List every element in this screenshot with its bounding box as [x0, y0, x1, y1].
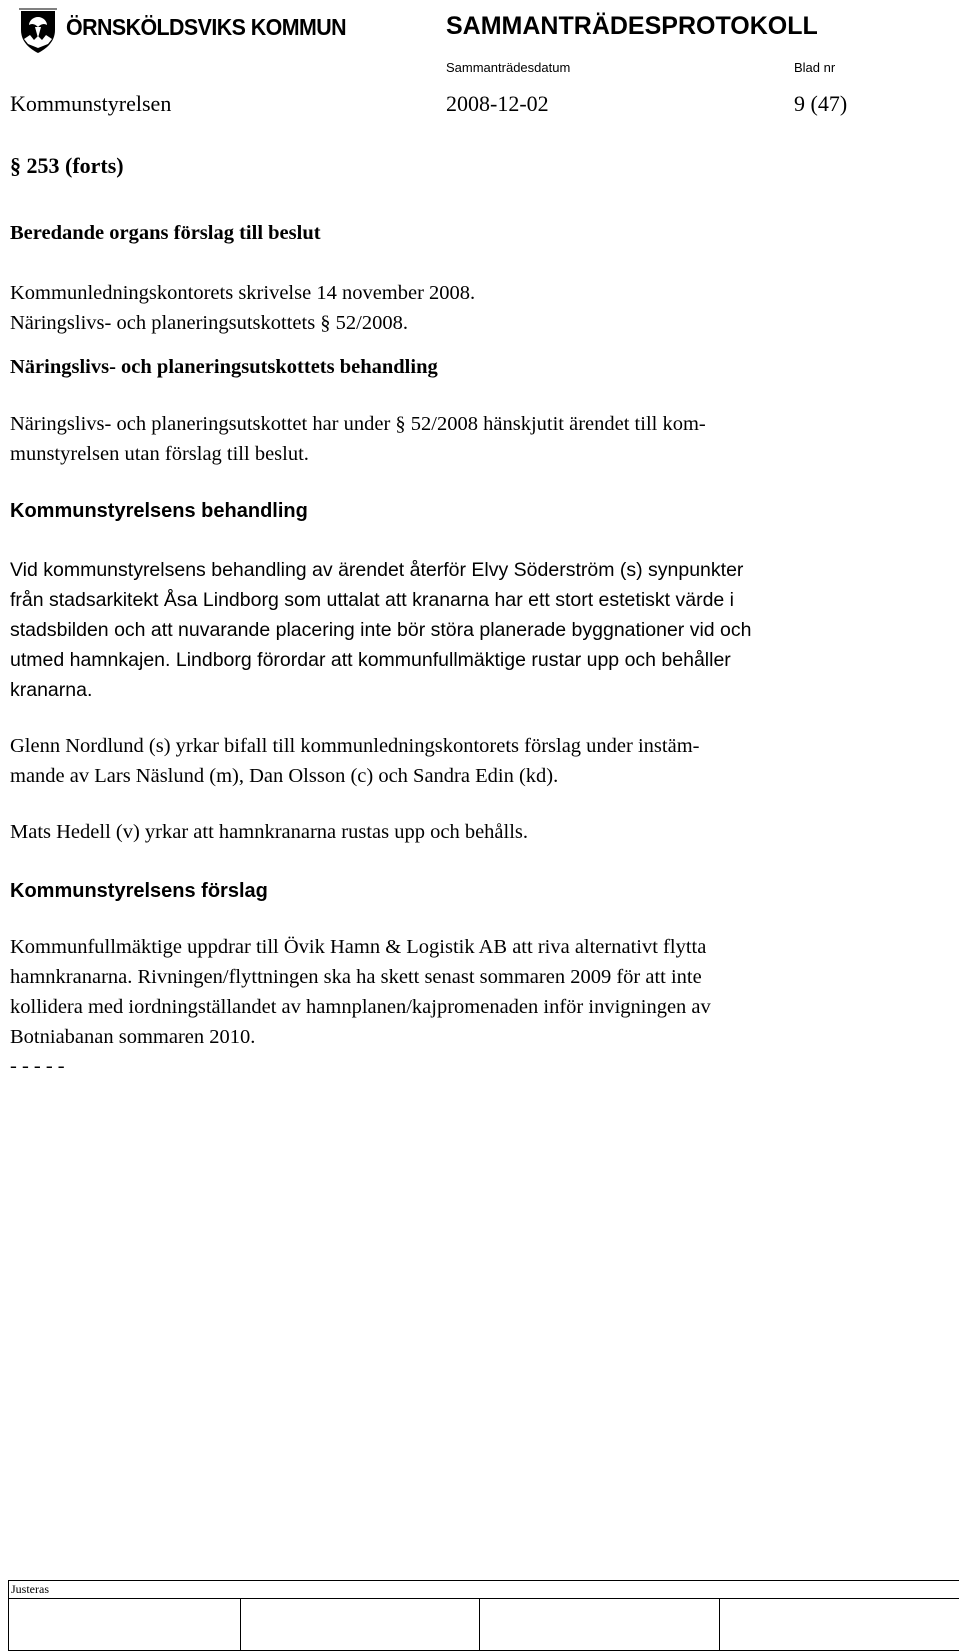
- signature-table: [8, 1580, 959, 1651]
- text-line: mande av Lars Näslund (m), Dan Olsson (c) och Sandra Edin (kd).: [10, 765, 559, 787]
- text-line: munstyrelsen utan förslag till beslut.: [10, 443, 309, 465]
- date-label: Sammanträdesdatum: [446, 60, 571, 75]
- document-type: SAMMANTRÄDESPROTOKOLL: [446, 12, 818, 40]
- text-line: Botniabanan sommaren 2010.: [10, 1026, 256, 1048]
- municipality-name: ÖRNSKÖLDSVIKS KOMMUN: [66, 14, 346, 40]
- proposal-text: [10, 932, 910, 1052]
- board-paragraph-3: [10, 817, 910, 847]
- proposal-heading: Kommunstyrelsens förslag: [10, 880, 268, 902]
- text-line: från stadsarkitekt Åsa Lindborg som uttalat att kranarna har ett stort estetiskt värde i: [10, 589, 735, 611]
- signature-cell: [479, 1598, 480, 1650]
- municipal-coat-of-arms-icon: [18, 8, 58, 54]
- text-line: kranarna.: [10, 679, 93, 701]
- end-marker: - - - - -: [10, 1055, 65, 1077]
- meeting-date: 2008-12-02: [446, 91, 549, 116]
- signature-cell: [719, 1598, 720, 1650]
- preparatory-text: [10, 278, 910, 338]
- text-line: Mats Hedell (v) yrkar att hamnkranarna rustas upp och behålls.: [10, 821, 529, 843]
- text-line: Vid kommunstyrelsens behandling av ärendet återför Elvy Söderström (s) synpunkter: [10, 559, 744, 581]
- text-line: kollidera med iordningställandet av hamnplanen/kajpromenaden inför invigningen av: [10, 996, 711, 1018]
- text-line: Näringslivs- och planeringsutskottet har under § 52/2008 hänskjutit ärendet till kom-: [10, 413, 706, 435]
- committee-heading: Näringslivs- och planeringsutskottets behandling: [10, 356, 438, 378]
- signature-cell: [240, 1598, 241, 1650]
- board-paragraph-2: [10, 731, 910, 791]
- text-line: Näringslivs- och planeringsutskottets § 52/2008.: [10, 312, 408, 334]
- board-heading: Kommunstyrelsens behandling: [10, 500, 308, 522]
- text-line: hamnkranarna. Rivningen/flyttningen ska ha skett senast sommaren 2009 för att inte: [10, 966, 702, 988]
- text-line: Kommunledningskontorets skrivelse 14 november 2008.: [10, 282, 476, 304]
- section-heading: § 253 (forts): [10, 153, 124, 178]
- text-line: Glenn Nordlund (s) yrkar bifall till kommunledningskontorets förslag under instäm-: [10, 735, 700, 757]
- text-line: utmed hamnkajen. Lindborg förordar att kommunfullmäktige rustar upp och behåller: [10, 649, 731, 671]
- text-line: Kommunfullmäktige uppdrar till Övik Hamn & Logistik AB att riva alternativt flytta: [10, 936, 707, 958]
- divider: [9, 1598, 959, 1599]
- board-paragraph-1: [10, 555, 910, 705]
- text-line: stadsbilden och att nuvarande placering inte bör störa planerade byggnationer vid och: [10, 619, 752, 641]
- page-label: Blad nr: [794, 60, 836, 75]
- body-name: Kommunstyrelsen: [10, 91, 172, 116]
- committee-text: [10, 409, 910, 469]
- preparatory-heading: Beredande organs förslag till beslut: [10, 222, 321, 244]
- page-number: 9 (47): [794, 91, 848, 116]
- signature-label: Justeras: [11, 1582, 49, 1596]
